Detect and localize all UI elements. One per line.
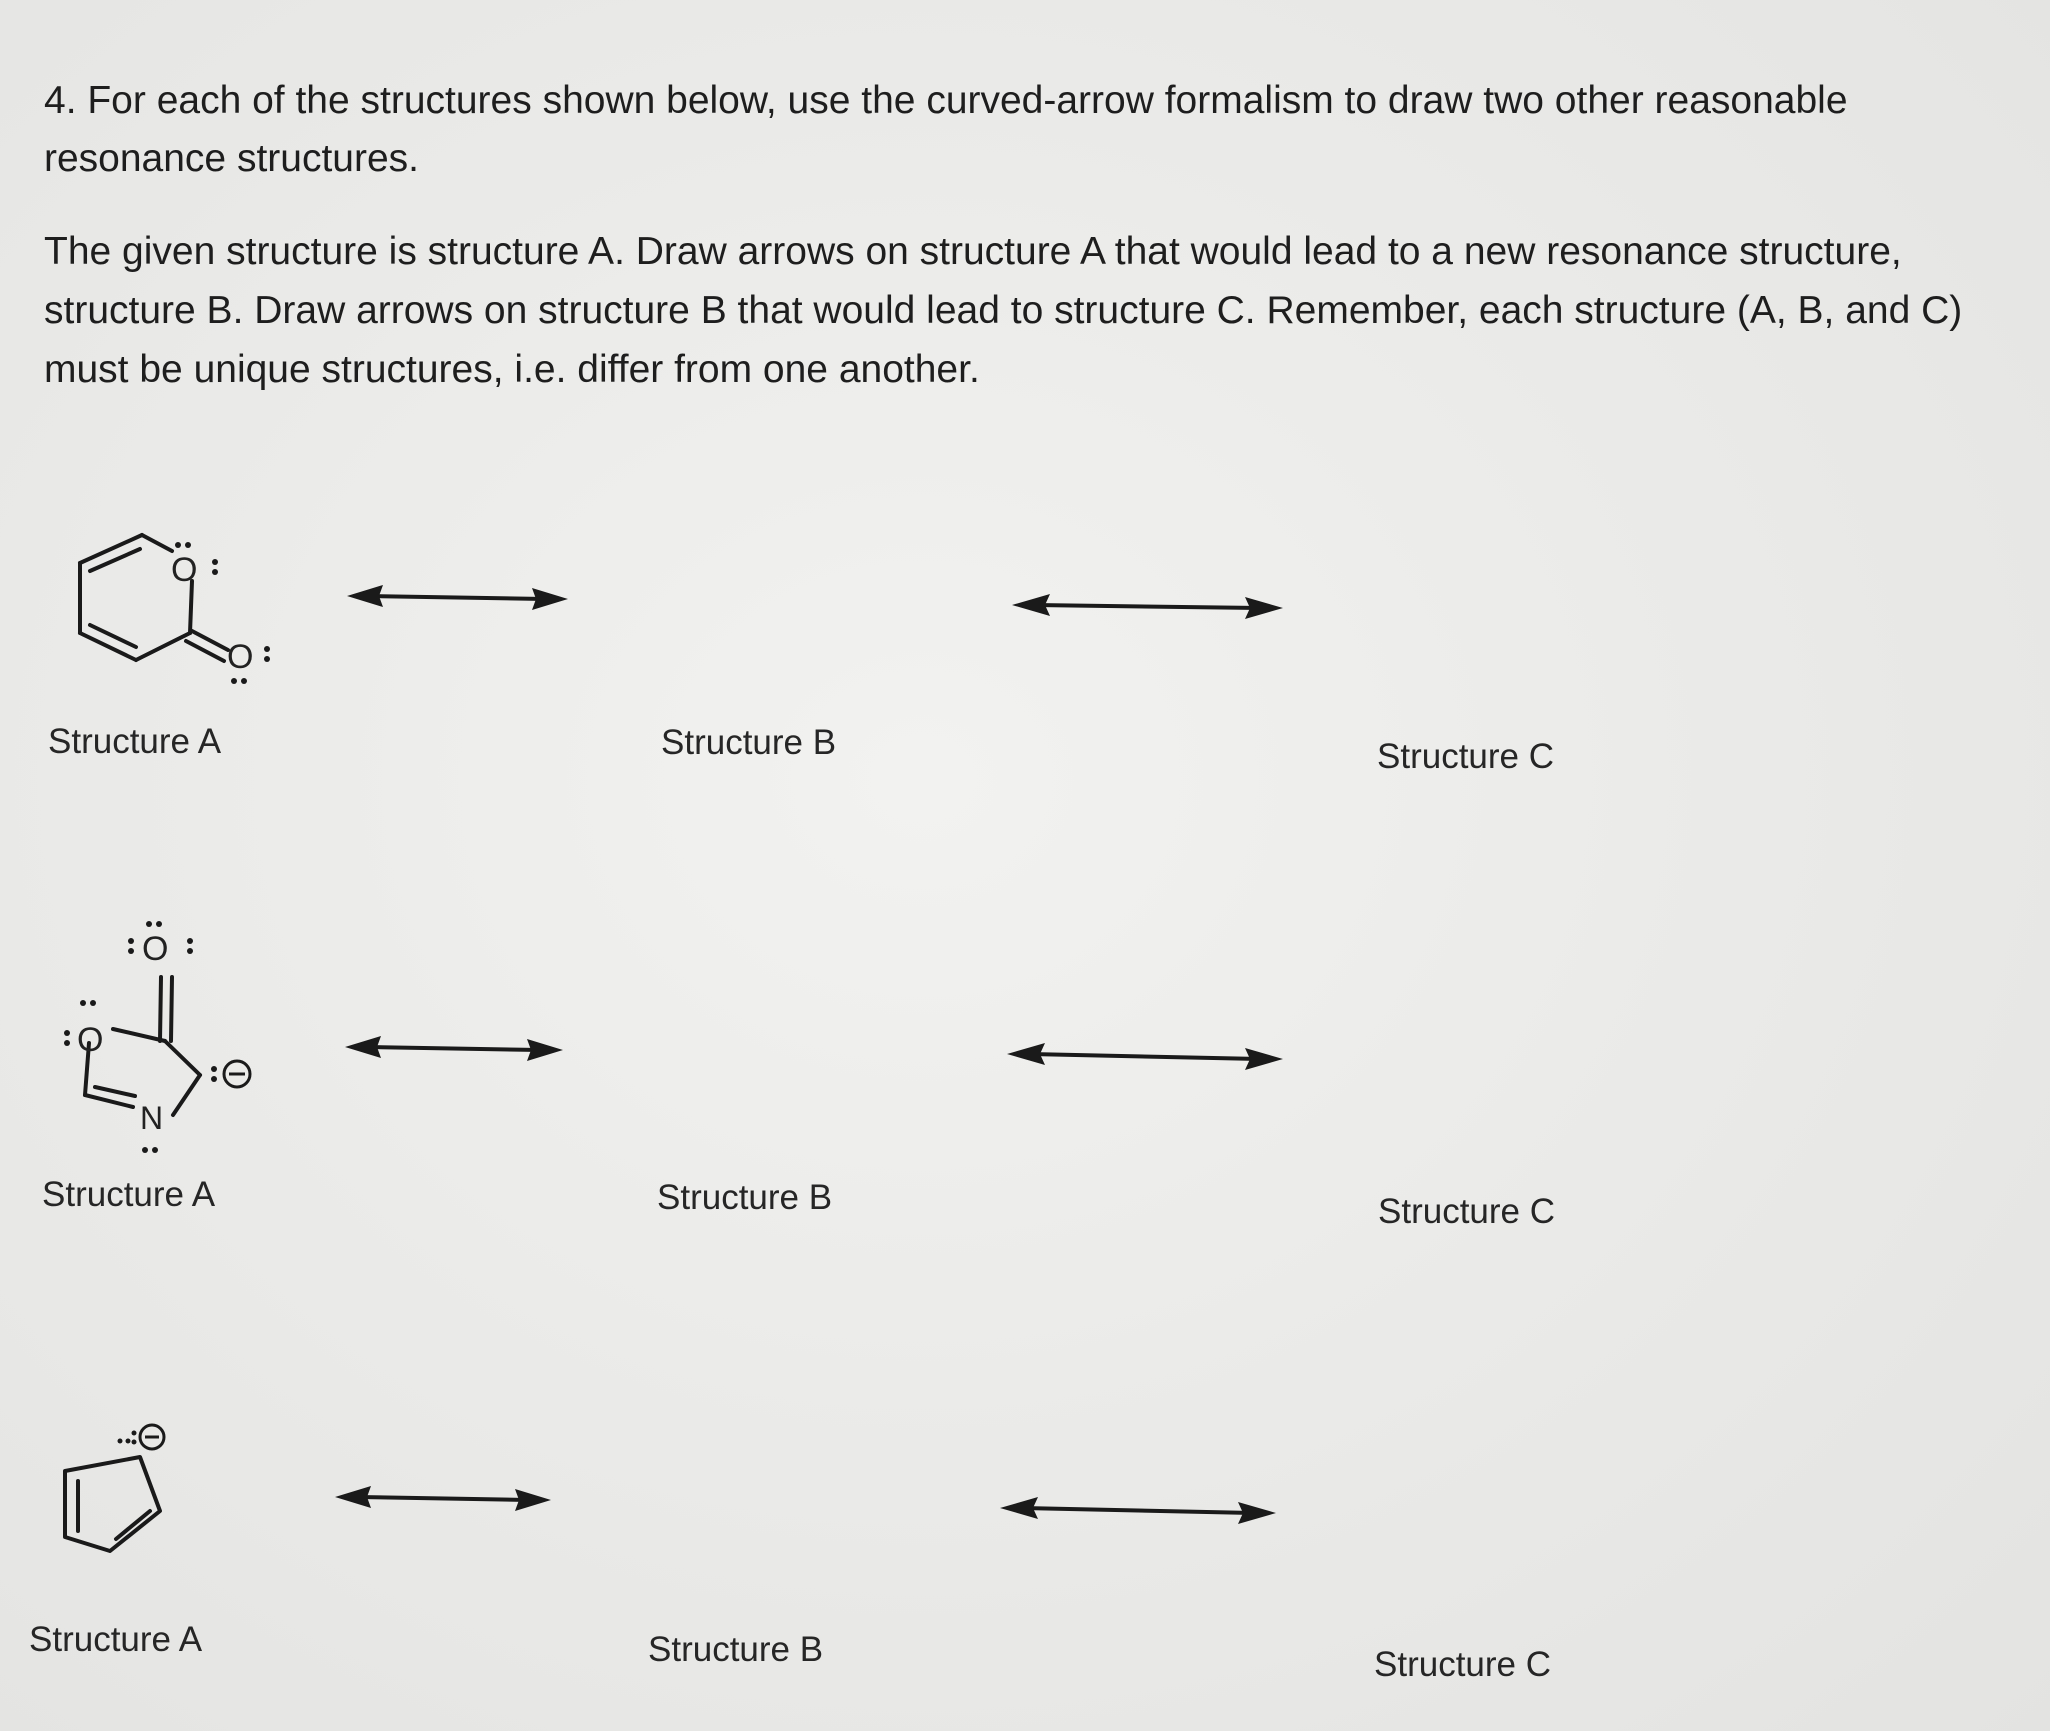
row3-resonance-arrow-ab — [333, 1478, 553, 1518]
row1-resonance-arrow-ab — [345, 578, 570, 618]
row2-resonance-arrow-ab — [343, 1030, 565, 1070]
oxygen-ring-label: O — [77, 1021, 104, 1059]
row3-structure-a-label: Structure A — [29, 1620, 203, 1659]
row1-structure-c-label: Structure C — [1377, 737, 1554, 776]
row1-structure-a-label: Structure A — [48, 722, 222, 761]
negative-charge-icon — [140, 1425, 164, 1449]
row2-structure-a-molecule — [25, 905, 265, 1155]
row2-structure-b-label: Structure B — [657, 1178, 833, 1217]
negative-charge-icon — [224, 1061, 250, 1087]
row2-resonance-arrow-bc — [1005, 1038, 1285, 1078]
instructions-text: The given structure is structure A. Draw arrows on structure A that would lead to a new resonance structure, structure B. Draw arrows on structure B that would lead to structure C. Remember, each structure (A, B, and C) must be unique structures, i.e. differ from one another. — [44, 230, 1963, 391]
row3-structure-b-label: Structure B — [648, 1630, 824, 1669]
row1-structure-a-molecule — [60, 515, 300, 705]
row3-structure-c-label: Structure C — [1374, 1645, 1551, 1684]
row2-structure-c-label: Structure C — [1378, 1192, 1555, 1231]
row1-resonance-arrow-bc — [1010, 588, 1285, 628]
row3-resonance-arrow-bc — [998, 1493, 1278, 1533]
oxygen-carbonyl-label: O — [142, 930, 169, 968]
oxygen-ring-label: O — [171, 551, 198, 589]
row2-structure-a-label: Structure A — [42, 1175, 216, 1214]
row1-structure-b-label: Structure B — [661, 723, 837, 762]
question-text: 4. For each of the structures shown below, use the curved-arrow formalism to draw two other reasonable resonance structures. — [44, 79, 1848, 180]
oxygen-carbonyl-label: O — [227, 638, 254, 676]
nitrogen-label: N — [140, 1100, 164, 1136]
row3-structure-a-molecule — [50, 1415, 190, 1565]
